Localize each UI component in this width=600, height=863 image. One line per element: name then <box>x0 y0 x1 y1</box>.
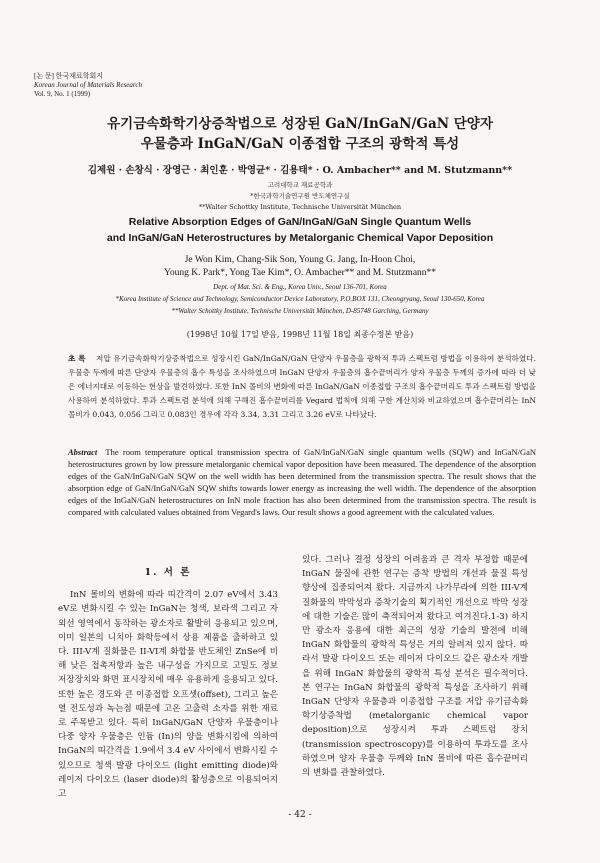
english-affiliation-1: Dept. of Mat. Sci. & Eng., Korea Univ., Seoul 136-701, Korea <box>213 283 387 291</box>
korean-affiliation-2: *한국과학기술연구원 반도체연구실 <box>250 192 350 200</box>
korean-affiliations <box>0 180 600 213</box>
korean-affiliation-3: **Walter Schottky Institute, Technische Universität München <box>198 203 402 211</box>
english-abstract-text: The room temperature optical transmission spectra of GaN/InGaN/GaN single quantum wells (SQW) and InGaN/GaN heterostructures grown by low pressure metalorganic chemical vapor deposition have been measured. The dependence of the absorption edges of the GaN/InGaN/GaN SQW on the well width has been determined from the transmission spectra. The result shows that the absorption edge of GaN/InGaN/GaN SQW shifts towards lower energy as increasing the well width. The dependence of the absorption edges of the InGaN/GaN heterostructures on InN mole fraction has also been determined from the transmission spectra. The result is compared with calculated values obtained from Vegard's laws. Our result shows a good agreement with the calculated values. <box>68 447 536 517</box>
english-authors-line2: Young K. Park*, Yong Tae Kim*, O. Ambacher** and M. Stutzmann** <box>163 268 437 278</box>
english-authors-line1: Je Won Kim, Chang-Sik Son, Young G. Jang, In-Hoon Choi, <box>184 255 416 265</box>
english-abstract-label: Abstract <box>68 447 98 457</box>
english-affiliation-2: *Korea Institute of Science and Technology, Semiconductor Device Laboratory, P.O.BOX 131, Cheongryang, Seoul 130-650, Korea <box>115 295 485 303</box>
english-authors <box>0 254 600 280</box>
journal-header-line1: [논 문] 한국재료학회지 <box>34 72 104 80</box>
journal-volume: Vol. 9, No. 1 (1999) <box>34 90 91 98</box>
korean-title-line2: 우물층과 InGaN/GaN 이종접합 구조의 광학적 특성 <box>140 136 460 152</box>
korean-abstract-text: 저압 유기금속화학기상증착법으로 성장시킨 GaN/InGaN/GaN 단양자 우물층을 광학적 투과 스펙트럼 방법을 이용하여 분석하였다. 우물층 두께에 따른 단양자 우물층의 흡수 특성을 조사하였으며 InGaN 단양자 우물층의 흡수끝머리가 양자 우물층 두께의 증가에 따라 더 낮은 에너지대로 이동하는 현상을 발견하였다. 또한 InN 몰비의 변화에 따른 InGaN/GaN 이종접합 구조의 흡수끝머리도 투과 스펙트럼 방법을 사용하여 분석하였다. 투과 스펙트럼 분석에 의해 구해진 흡수끝머리를 Vegard 법칙에 의해 구한 계산치와 비교하였으며 흡수끝머리는 InN 몰비가 0.043, 0.056 그리고 0.083인 경우에 각각 3.34, 3.31 그리고 3.26 eV로 나타났다. <box>68 354 536 419</box>
body-paragraph-left: InN 몰비의 변화에 따라 띠간격이 2.07 eV에서 3.43 eV로 변화시킬 수 있는 InGaN는 청색, 보라색 그리고 자외선 영역에서 동작하는 광소자로 활발히 응용되고 있으며, 이미 일본의 니치아 화학등에서 상용 제품을 출하하고 있다. III-V계 질화물은 II-VI계 화합물 반도체인 ZnSe에 비해 낮은 접촉저항과 높은 내구성을 가지므로 고밀도 정보 저장장치와 화면 표시장치에 매우 유용하게 응용되고 있다. 또한 높은 경도와 큰 이종접합 오프셋(offset), 그리고 높은 열 전도성과 녹는점 때문에 고온 고출력 소자를 위한 재료로 주목받고 있다. 특히 InGaN/GaN 단양자 우물층이나 다중 양자 우물층은 인듐 (In)의 양을 변화시킴에 의하여 InGaN의 띠간격을 1.9에서 3.4 eV 사이에서 변화시킬 수 있으므로 청색 발광 다이오드 (light emitting diode)와 레이저 다이오드 (laser diode)의 활성층으로 이용되어지고 <box>58 590 278 800</box>
korean-abstract-label: 초 록 <box>68 354 86 363</box>
english-title-line2: and InGaN/GaN Heterostructures by Metalorganic Chemical Vapor Deposition <box>106 232 494 244</box>
english-abstract <box>68 446 536 518</box>
section-heading: 1. 서 론 <box>144 567 192 578</box>
english-affiliation-3: **Walter Schottky Institute, Technische Universität München, D-85748 Garching, Germany <box>171 307 429 315</box>
journal-name: Korean Journal of Materials Research <box>34 81 142 89</box>
english-title <box>0 214 600 246</box>
korean-affiliation-1: 고려대학교 재료공학과 <box>267 181 333 189</box>
korean-authors: 김제원 · 손창식 · 장영근 · 최인훈 · 박영균* · 김용태* · O. Ambacher** and M. Stutzmann** <box>87 165 513 176</box>
korean-title <box>0 114 600 154</box>
body-column-left <box>58 566 278 801</box>
page-number: - 42 - <box>288 810 312 820</box>
korean-title-line1: 유기금속화학기상증착법으로 성장된 GaN/InGaN/GaN 단양자 <box>107 116 493 132</box>
body-paragraph-right: 있다. 그러나 결정 성장의 어려움과 큰 격자 부정합 때문에 InGaN 물질에 관한 연구는 증착 방법의 개선과 물질 특성 향상에 집중되어져 왔다. 지금까지 나가무라에 의한 III-V계 질화물의 박막성과 증착기술의 획기적인 개선으로 박막 성장에 대한 기술은 많이 축적되어져 왔다고 여겨진다.1-3) 하지만 광소자 응용에 대한 최근의 성장 기술의 발전에 비해 InGaN 화합물의 광학적 특성은 거의 알려져 있지 않다. 따라서 발광 다이오드 또는 레이저 다이오드 같은 광소자 개발을 위해 InGaN 화합물의 광학적 특성 분석은 필수적이다. 본 연구는 InGaN 화합물의 광학적 특성을 조사하기 위해 InGaN 단양자 우물층과 이종접합 구조를 저압 유기금속화학기상증착법 (metalorganic chemical vapor deposition)으로 성장시켜 투과 스펙트럼 장치 (transmission spectroscopy)를 이용하여 투과도를 조사하였으며 양자 우물층 두께와 InN 몰비에 따른 흡수끝머리의 변화를 관찰하였다. <box>302 555 528 779</box>
korean-abstract <box>68 352 536 422</box>
body-column-right <box>302 553 528 780</box>
english-affiliations <box>0 281 600 317</box>
journal-header <box>34 72 142 99</box>
received-date: (1998년 10월 17일 받음, 1998년 11월 18일 최종수정본 받음) <box>186 330 414 339</box>
english-title-line1: Relative Absorption Edges of GaN/InGaN/GaN Single Quantum Wells <box>128 216 472 228</box>
